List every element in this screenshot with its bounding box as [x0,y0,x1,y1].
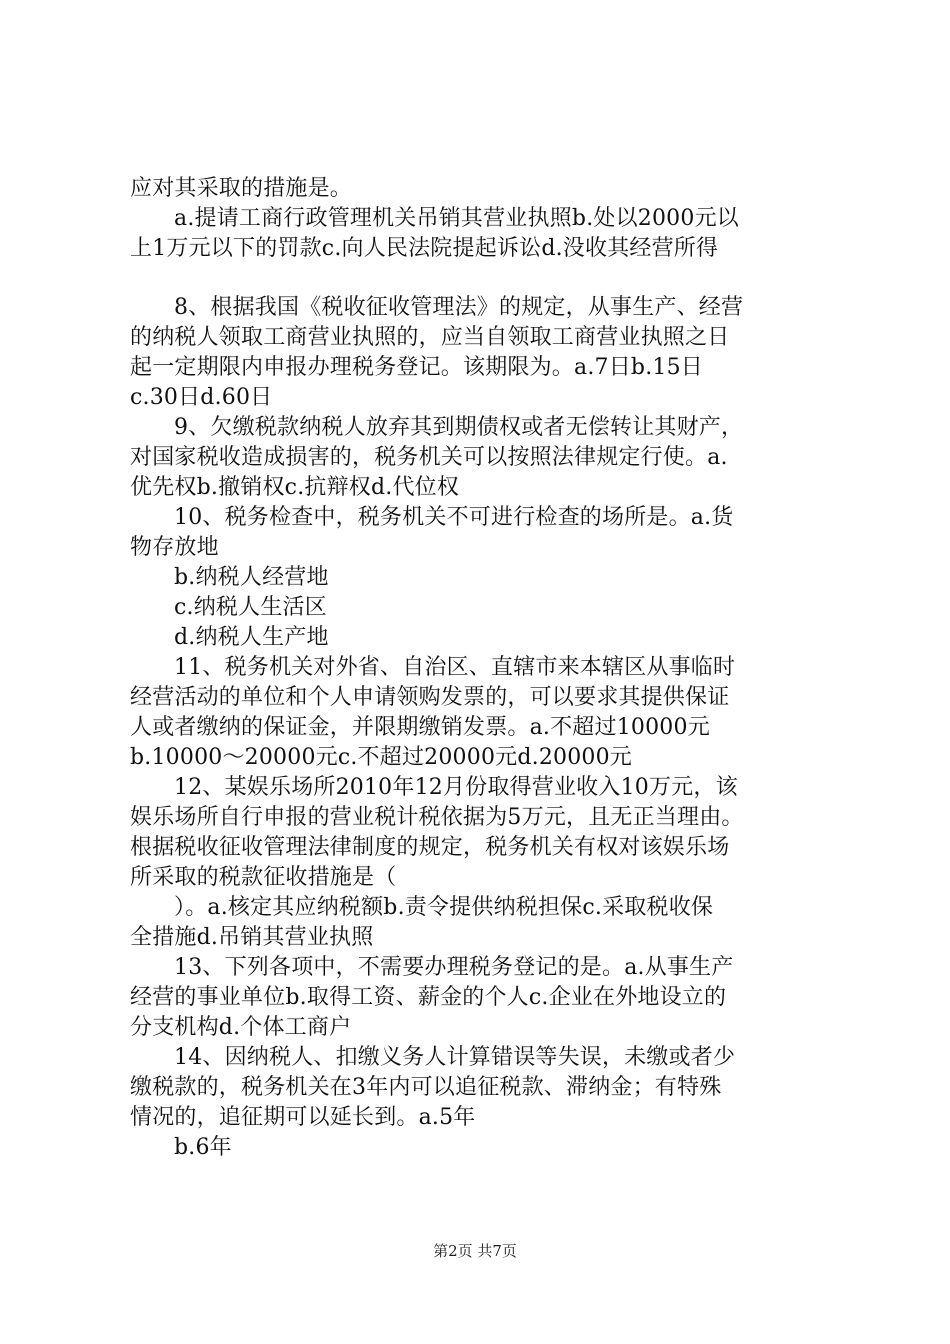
text-line: 分支机构d.个体工商户 [130,1015,352,1040]
question-11-line: 11、税务机关对外省、自治区、直辖市来本辖区从事临时 [174,655,736,680]
text-line: 经营的事业单位b.取得工资、薪金的个人c.企业在外地设立的 [130,985,727,1010]
option-line: c.纳税人生活区 [174,595,327,620]
text-line: 经营活动的单位和个人申请领购发票的，可以要求其提供保证 [130,685,730,710]
text-line: 根据税收征收管理法律制度的规定，税务机关有权对该娱乐场 [130,835,730,860]
text-line: 缴税款的，税务机关在3年内可以追征税款、滞纳金；有特殊 [130,1075,722,1100]
text-line: 所采取的税款征收措施是（ [130,865,397,890]
text-line: 对国家税收造成损害的，税务机关可以按照法律规定行使。a. [130,445,728,470]
text-line: 的纳税人领取工商营业执照的，应当自领取工商营业执照之日 [130,325,730,350]
text-line: b.10000～20000元c.不超过20000元d.20000元 [130,745,633,770]
text-line: 应对其采取的措施是。 [130,176,353,201]
text-line: 人或者缴纳的保证金，并限期缴销发票。a.不超过10000元 [130,715,710,740]
option-line: b.6年 [174,1135,232,1160]
page-number-footer: 第2页 共7页 [433,1242,517,1260]
text-line: a.提请工商行政管理机关吊销其营业执照b.处以2000元以 [174,206,739,231]
question-12-line: 12、某娱乐场所2010年12月份取得营业收入10万元，该 [174,775,738,800]
question-14-line: 14、因纳税人、扣缴义务人计算错误等失误，未缴或者少 [174,1045,736,1070]
option-line: b.纳税人经营地 [174,565,329,590]
question-10-line: 10、税务检查中，税务机关不可进行检查的场所是。a.货 [174,505,734,530]
text-line: c.30日d.60日 [130,385,273,410]
document-body [130,174,835,1163]
text-line: 娱乐场所自行申报的营业税计税依据为5万元，且无正当理由。 [130,805,744,830]
question-8-line: 8、根据我国《税收征收管理法》的规定，从事生产、经营 [174,295,744,320]
question-9-line: 9、欠缴税款纳税人放弃其到期债权或者无偿转让其财产， [174,415,744,440]
text-line: 物存放地 [130,535,219,560]
text-line: 全措施d.吊销其营业执照 [130,925,374,950]
text-line: ）。a.核定其应纳税额b.责令提供纳税担保c.采取税收保 [174,895,714,920]
question-13-line: 13、下列各项中，不需要办理税务登记的是。a.从事生产 [174,955,734,980]
text-line: 上1万元以下的罚款c.向人民法院提起诉讼d.没收其经营所得 [130,236,719,261]
text-line: 起一定期限内申报办理税务登记。该期限为。a.7日b.15日 [130,355,703,380]
option-line: d.纳税人生产地 [174,625,329,650]
paragraph-gap [130,264,835,293]
text-line: 情况的，追征期可以延长到。a.5年 [130,1105,476,1130]
text-line: 优先权b.撤销权c.抗辩权d.代位权 [130,475,460,500]
